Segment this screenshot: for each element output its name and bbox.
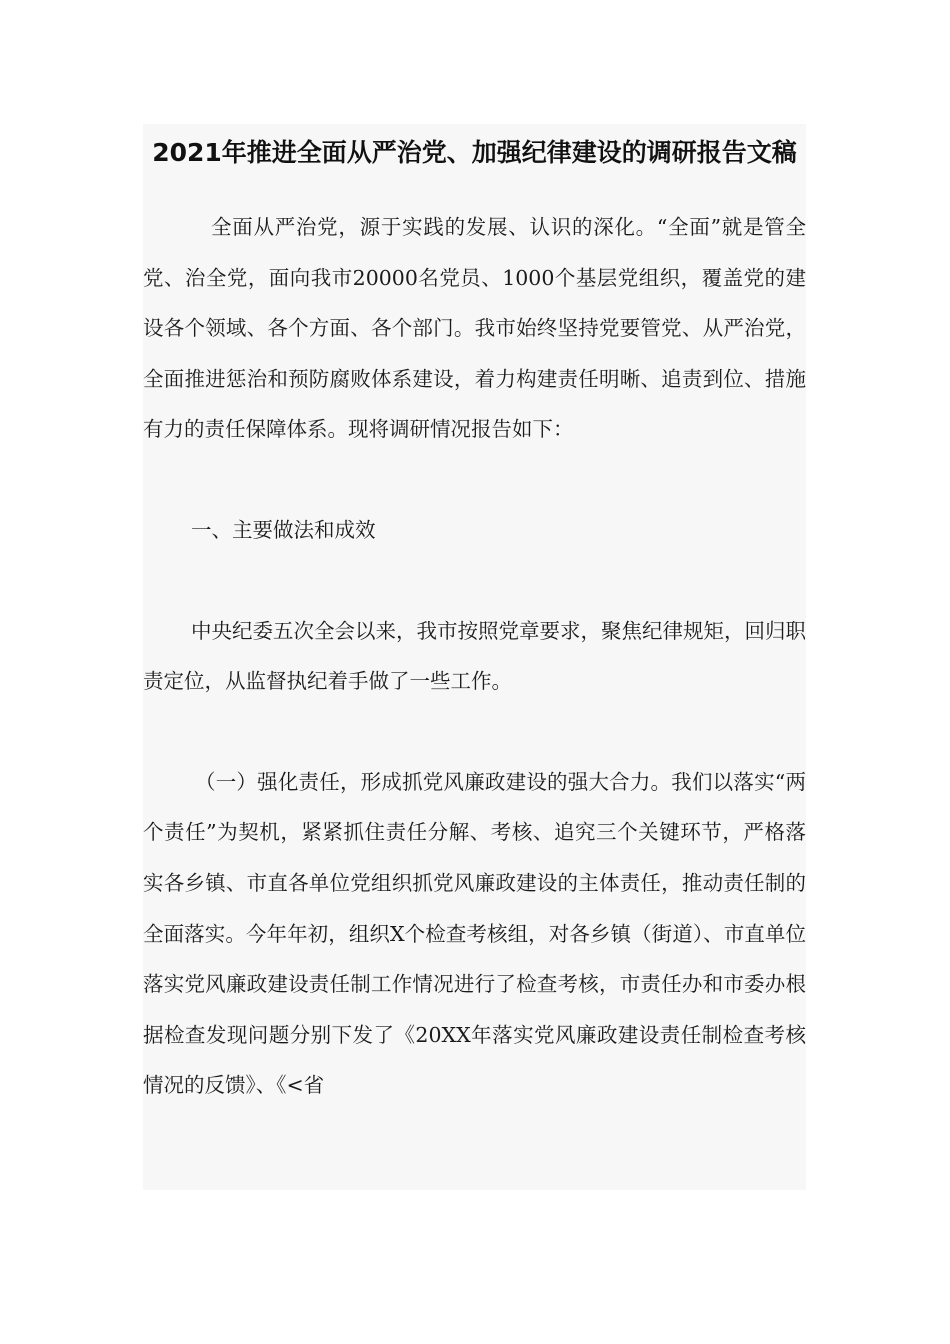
intro-paragraph: 全面从严治党，源于实践的发展、认识的深化。“全面”就是管全党、治全党，面向我市20000名党员、1000个基层党组织，覆盖党的建设各个领域、各个方面、各个部门。我市始终坚持党要管党、从严治党，全面推进惩治和预防腐败体系建设，着力构建责任明晰、追责到位、措施有力的责任保障体系。现将调研情况报告如下： <box>143 215 806 442</box>
document-page <box>143 124 806 1190</box>
body-paragraph-1: 中央纪委五次全会以来，我市按照党章要求，聚焦纪律规矩，回归职责定位，从监督执纪着手做了一些工作。 <box>143 618 806 694</box>
section-heading: 一、主要做法和成效 <box>191 517 376 542</box>
document-title: 2021年推进全面从严治党、加强纪律建设的调研报告文稿 <box>152 138 797 167</box>
body-paragraph-2: （一）强化责任，形成抓党风廉政建设的强大合力。我们以落实“两个责任”为契机，紧紧抓住责任分解、考核、追究三个关键环节，严格落实各乡镇、市直各单位党组织抓党风廉政建设的主体责任，推动责任制的全面落实。今年年初，组织X个检查考核组，对各乡镇（街道）、市直单位落实党风廉政建设责任制工作情况进行了检查考核，市责任办和市委办根据检查发现问题分别下发了《20XX年落实党风廉政建设责任制检查考核情况的反馈》、《<省 <box>143 769 806 1098</box>
